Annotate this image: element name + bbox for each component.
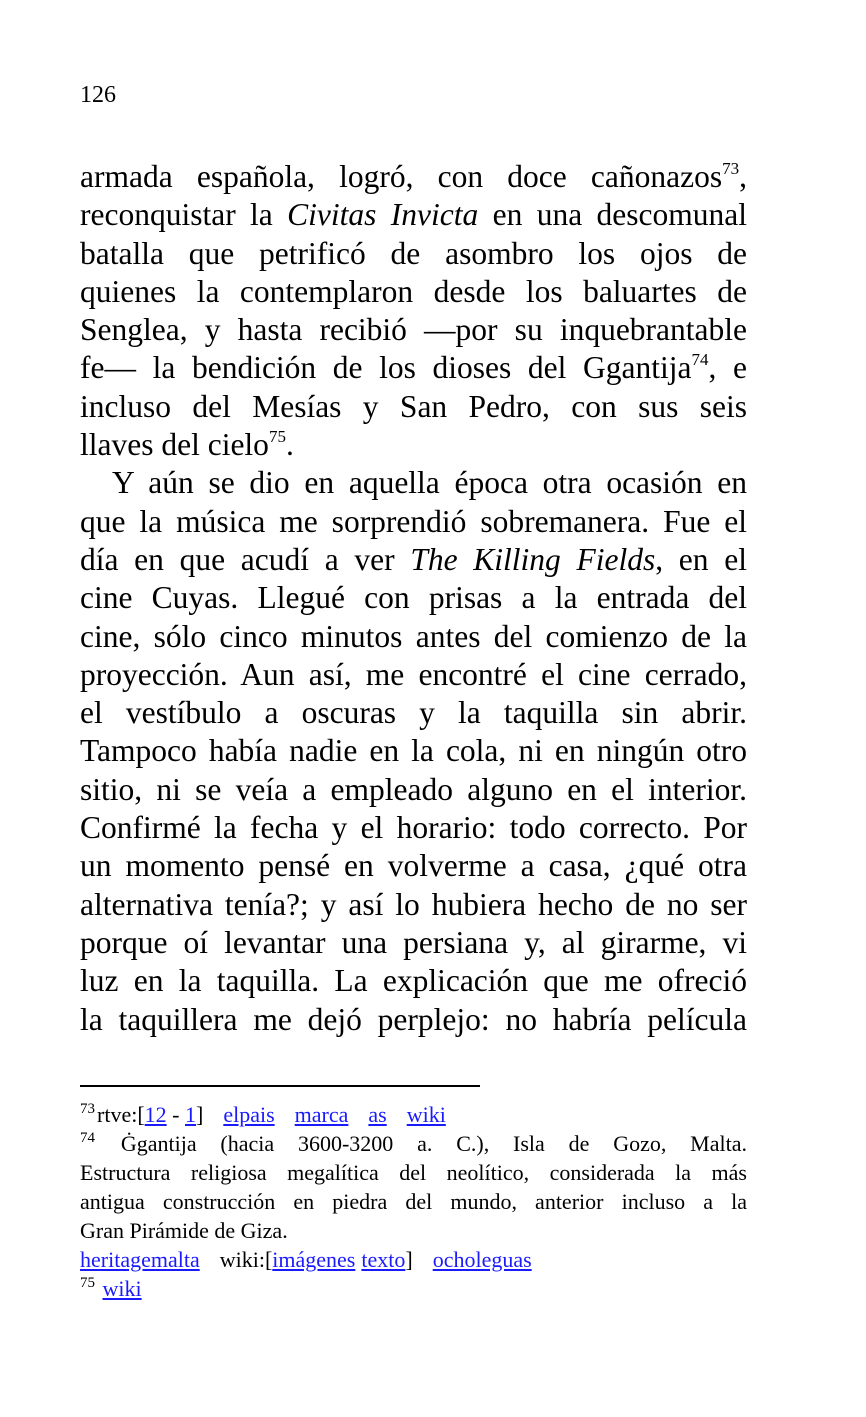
link-wiki[interactable]: wiki bbox=[406, 1102, 446, 1127]
footnote-text: antigua construcción en piedra del mundo, anterior incluso a la bbox=[80, 1189, 747, 1214]
text-line: Senglea, y hasta recibió —por su inquebrantable bbox=[80, 312, 747, 348]
text-line: fe— la bendición de los dioses del Ggantija$^{74}$, e bbox=[80, 350, 747, 386]
footnotes bbox=[80, 1100, 747, 1303]
footnote-number: 74 bbox=[80, 1130, 95, 1146]
page-number: 126 bbox=[80, 82, 116, 108]
text-line: armada española, logró, con doce cañonazos$^{73}$, bbox=[80, 159, 747, 194]
text-line: reconquistar la Civitas Invicta en una descomunal bbox=[80, 197, 747, 233]
footnote-ref-74[interactable]: 74 bbox=[691, 350, 709, 370]
text-line: luz en la taquilla. La explicación que me ofreció bbox=[80, 963, 747, 999]
link-as[interactable]: as bbox=[368, 1102, 387, 1127]
footnote-74-links: heritagemalta wiki:[imágenes texto] ocholeguas bbox=[80, 1247, 532, 1272]
footnote-73: $^{73}$rtve:[12 - 1] elpais marca as wiki bbox=[80, 1101, 446, 1127]
text-line: la taquillera me dejó perplejo: no habría película bbox=[80, 1001, 747, 1037]
footnote-ref-73[interactable]: 73 bbox=[722, 159, 740, 178]
link-elpais[interactable]: elpais bbox=[223, 1102, 275, 1127]
footnote-ref-75[interactable]: 75 bbox=[268, 427, 286, 447]
text-line: llaves del cielo$^{75}$. bbox=[80, 427, 294, 463]
text-line: que la música me sorprendió sobremanera. Fue el bbox=[80, 503, 747, 539]
link-rtve-1[interactable]: 1 bbox=[184, 1102, 196, 1127]
link-imagenes[interactable]: imágenes bbox=[272, 1247, 356, 1272]
footnote-number: 75 bbox=[80, 1275, 95, 1291]
text-line: sitio, ni se veía a empleado alguno en el interior. bbox=[80, 771, 747, 807]
footnote-75 bbox=[80, 1274, 747, 1303]
text-line: batalla que petrificó de asombro los ojos de bbox=[80, 235, 747, 271]
text-line: alternativa tenía?; y así lo hubiera hecho de no ser bbox=[80, 886, 747, 922]
footnote-text: Gran Pirámide de Giza. bbox=[80, 1218, 288, 1243]
text-line: cine, sólo cinco minutos antes del comienzo de la bbox=[80, 618, 747, 654]
text-line: incluso del Mesías y San Pedro, con sus seis bbox=[80, 388, 747, 424]
text-line: Confirmé la fecha y el horario: todo correcto. Por bbox=[80, 810, 747, 846]
link-wiki-75[interactable]: wiki bbox=[102, 1276, 142, 1301]
text-line: el vestíbulo a oscuras y la taquilla sin abrir. bbox=[80, 695, 747, 731]
text-line: día en que acudí a ver The Killing Fields, en el bbox=[80, 541, 747, 577]
link-heritagemalta[interactable]: heritagemalta bbox=[80, 1247, 200, 1272]
link-ocholeguas[interactable]: ocholeguas bbox=[432, 1247, 532, 1272]
text-line: un momento pensé en volverme a casa, ¿qué otra bbox=[80, 848, 747, 884]
text-line: Y aún se dio en aquella época otra ocasión en bbox=[112, 465, 747, 501]
footnote-text: Estructura religiosa megalítica del neolítico, considerada la más bbox=[80, 1160, 747, 1185]
text-line: proyección. Aun así, me encontré el cine cerrado, bbox=[80, 656, 747, 692]
text-line: Tampoco había nadie en la cola, ni en ningún otro bbox=[80, 733, 747, 769]
link-marca[interactable]: marca bbox=[294, 1102, 349, 1127]
text-line: porque oí levantar una persiana y, al girarme, vi bbox=[80, 924, 747, 960]
body-text bbox=[80, 158, 747, 1039]
link-rtve-12[interactable]: 12 bbox=[144, 1102, 167, 1127]
link-texto[interactable]: texto bbox=[361, 1247, 406, 1272]
footnote-divider bbox=[80, 1085, 480, 1087]
footnote-number: 73 bbox=[80, 1101, 95, 1117]
text-line: cine Cuyas. Llegué con prisas a la entrada del bbox=[80, 580, 747, 616]
footnote-74: $^{74}$ Ġgantija (hacia 3600-3200 a. C.), Isla de Gozo, Malta. bbox=[80, 1130, 747, 1156]
text-line: quienes la contemplaron desde los baluartes de bbox=[80, 273, 747, 309]
